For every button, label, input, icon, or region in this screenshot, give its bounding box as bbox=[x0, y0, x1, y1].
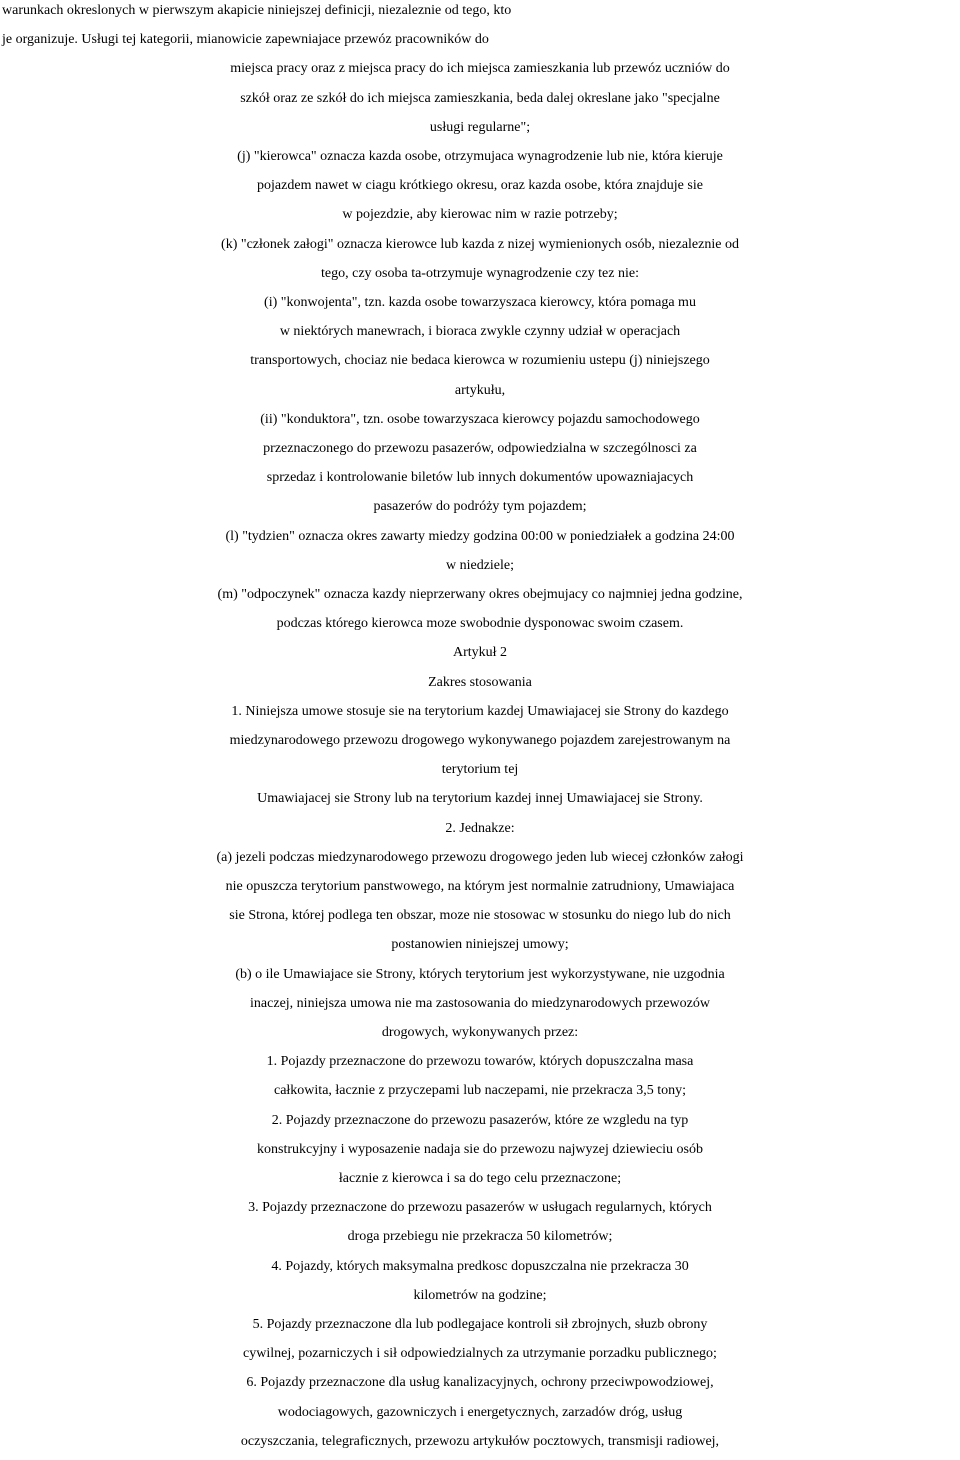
article-heading: Artykuł 2 bbox=[452, 645, 508, 660]
text-line: artykułu, bbox=[454, 383, 506, 398]
text-line: nie opuszcza terytorium panstwowego, na którym jest normalnie zatrudniony, Umawiajaca bbox=[225, 879, 735, 894]
paragraph-2: 2. Jednakze: bbox=[445, 821, 515, 836]
text-line: tego, czy osoba ta-otrzymuje wynagrodzenie czy tez nie: bbox=[321, 266, 639, 281]
text-line: konstrukcyjny i wyposazenie nadaja sie do przewozu najwyzej dziewieciu osób bbox=[257, 1142, 703, 1157]
text-line: cywilnej, pozarniczych i sił odpowiedzialnych za utrzymanie porzadku publicznego; bbox=[243, 1346, 717, 1361]
text-line: droga przebiegu nie przekracza 50 kilometrów; bbox=[347, 1229, 613, 1244]
list-item-4: 4. Pojazdy, których maksymalna predkosc dopuszczalna nie przekracza 30 bbox=[271, 1259, 689, 1274]
text-line: szkół oraz ze szkół do ich miejsca zamieszkania, beda dalej okreslane jako "specjalne bbox=[240, 91, 720, 106]
list-item-3: 3. Pojazdy przeznaczone do przewozu pasazerów w usługach regularnych, których bbox=[248, 1200, 712, 1215]
text-line: warunkach okreslonych w pierwszym akapicie niniejszej definicji, niezaleznie od tego, kto bbox=[2, 3, 512, 18]
text-line: postanowien niniejszej umowy; bbox=[391, 937, 569, 952]
paragraph-1: 1. Niniejsza umowe stosuje sie na terytorium kazdej Umawiajacej sie Strony do kazdego bbox=[231, 704, 729, 719]
definition-m: (m) "odpoczynek" oznacza kazdy nieprzerwany okres obejmujacy co najmniej jedna godzine, bbox=[217, 587, 743, 602]
point-b: (b) o ile Umawiajace sie Strony, których terytorium jest wykorzystywane, nie uzgodnia bbox=[235, 967, 725, 982]
text-line: w niedziele; bbox=[445, 558, 515, 573]
definition-k-i: (i) "konwojenta", tzn. kazda osobe towarzyszaca kierowcy, która pomaga mu bbox=[264, 295, 696, 310]
text-line: kilometrów na godzine; bbox=[413, 1288, 547, 1303]
definition-l: (l) "tydzien" oznacza okres zawarty miedzy godzina 00:00 w poniedziałek a godzina 24:00 bbox=[225, 529, 735, 544]
text-line: wodociagowych, gazowniczych i energetycznych, zarzadów dróg, usług bbox=[277, 1405, 683, 1420]
text-line: pojazdem nawet w ciagu krótkiego okresu, oraz kazda osobe, która znajduje sie bbox=[257, 178, 703, 193]
text-line: sprzedaz i kontrolowanie biletów lub innych dokumentów upowazniajacych bbox=[266, 470, 694, 485]
definition-j: (j) "kierowca" oznacza kazda osobe, otrzymujaca wynagrodzenie lub nie, która kieruje bbox=[237, 149, 723, 164]
text-line: miejsca pracy oraz z miejsca pracy do ich miejsca zamieszkania lub przewóz uczniów do bbox=[230, 61, 730, 76]
text-line: łacznie z kierowca i sa do tego celu przeznaczone; bbox=[338, 1171, 622, 1186]
list-item-2: 2. Pojazdy przeznaczone do przewozu pasazerów, które ze wzgledu na typ bbox=[271, 1113, 689, 1128]
list-item-5: 5. Pojazdy przeznaczone dla lub podlegajace kontroli sił zbrojnych, słuzb obrony bbox=[252, 1317, 708, 1332]
text-line: transportowych, chociaz nie bedaca kierowca w rozumieniu ustepu (j) niniejszego bbox=[250, 353, 710, 368]
text-line: pasazerów do podróży tym pojazdem; bbox=[373, 499, 587, 514]
text-line: oczyszczania, telegraficznych, przewozu artykułów pocztowych, transmisji radiowej, bbox=[240, 1434, 720, 1449]
list-item-6: 6. Pojazdy przeznaczone dla usług kanalizacyjnych, ochrony przeciwpowodziowej, bbox=[246, 1375, 714, 1390]
text-line: miedzynarodowego przewozu drogowego wykonywanego pojazdem zarejestrowanym na bbox=[229, 733, 731, 748]
point-a: (a) jezeli podczas miedzynarodowego przewozu drogowego jeden lub wiecej członków załogi bbox=[216, 850, 744, 865]
text-line: w pojezdzie, aby kierowac nim w razie potrzeby; bbox=[342, 207, 618, 222]
definition-k: (k) "członek załogi" oznacza kierowce lub kazda z nizej wymienionych osób, niezaleznie od bbox=[221, 237, 739, 252]
definition-k-ii: (ii) "konduktora", tzn. osobe towarzyszaca kierowcy pojazdu samochodowego bbox=[260, 412, 700, 427]
article-title: Zakres stosowania bbox=[428, 675, 532, 690]
text-line: inaczej, niniejsza umowa nie ma zastosowania do miedzynarodowych przewozów bbox=[250, 996, 710, 1011]
text-line: terytorium tej bbox=[441, 762, 519, 777]
text-line: Umawiajacej sie Strony lub na terytorium kazdej innej Umawiajacej sie Strony. bbox=[257, 791, 703, 806]
text-line: sie Strona, której podlega ten obszar, moze nie stosowac w stosunku do niego lub do nich bbox=[229, 908, 731, 923]
text-line: całkowita, łacznie z przyczepami lub naczepami, nie przekracza 3,5 tony; bbox=[273, 1083, 686, 1098]
text-line: przeznaczonego do przewozu pasazerów, odpowiedzialna w szczególnosci za bbox=[263, 441, 697, 456]
text-line: w niektórych manewrach, i bioraca zwykle czynny udział w operacjach bbox=[279, 324, 681, 339]
list-item-1: 1. Pojazdy przeznaczone do przewozu towarów, których dopuszczalna masa bbox=[266, 1054, 694, 1069]
text-line: drogowych, wykonywanych przez: bbox=[381, 1025, 579, 1040]
text-line: je organizuje. Usługi tej kategorii, mianowicie zapewniajace przewóz pracowników do bbox=[2, 32, 489, 47]
text-line: usługi regularne"; bbox=[429, 120, 531, 135]
text-line: podczas którego kierowca moze swobodnie dysponowac swoim czasem. bbox=[276, 616, 684, 631]
